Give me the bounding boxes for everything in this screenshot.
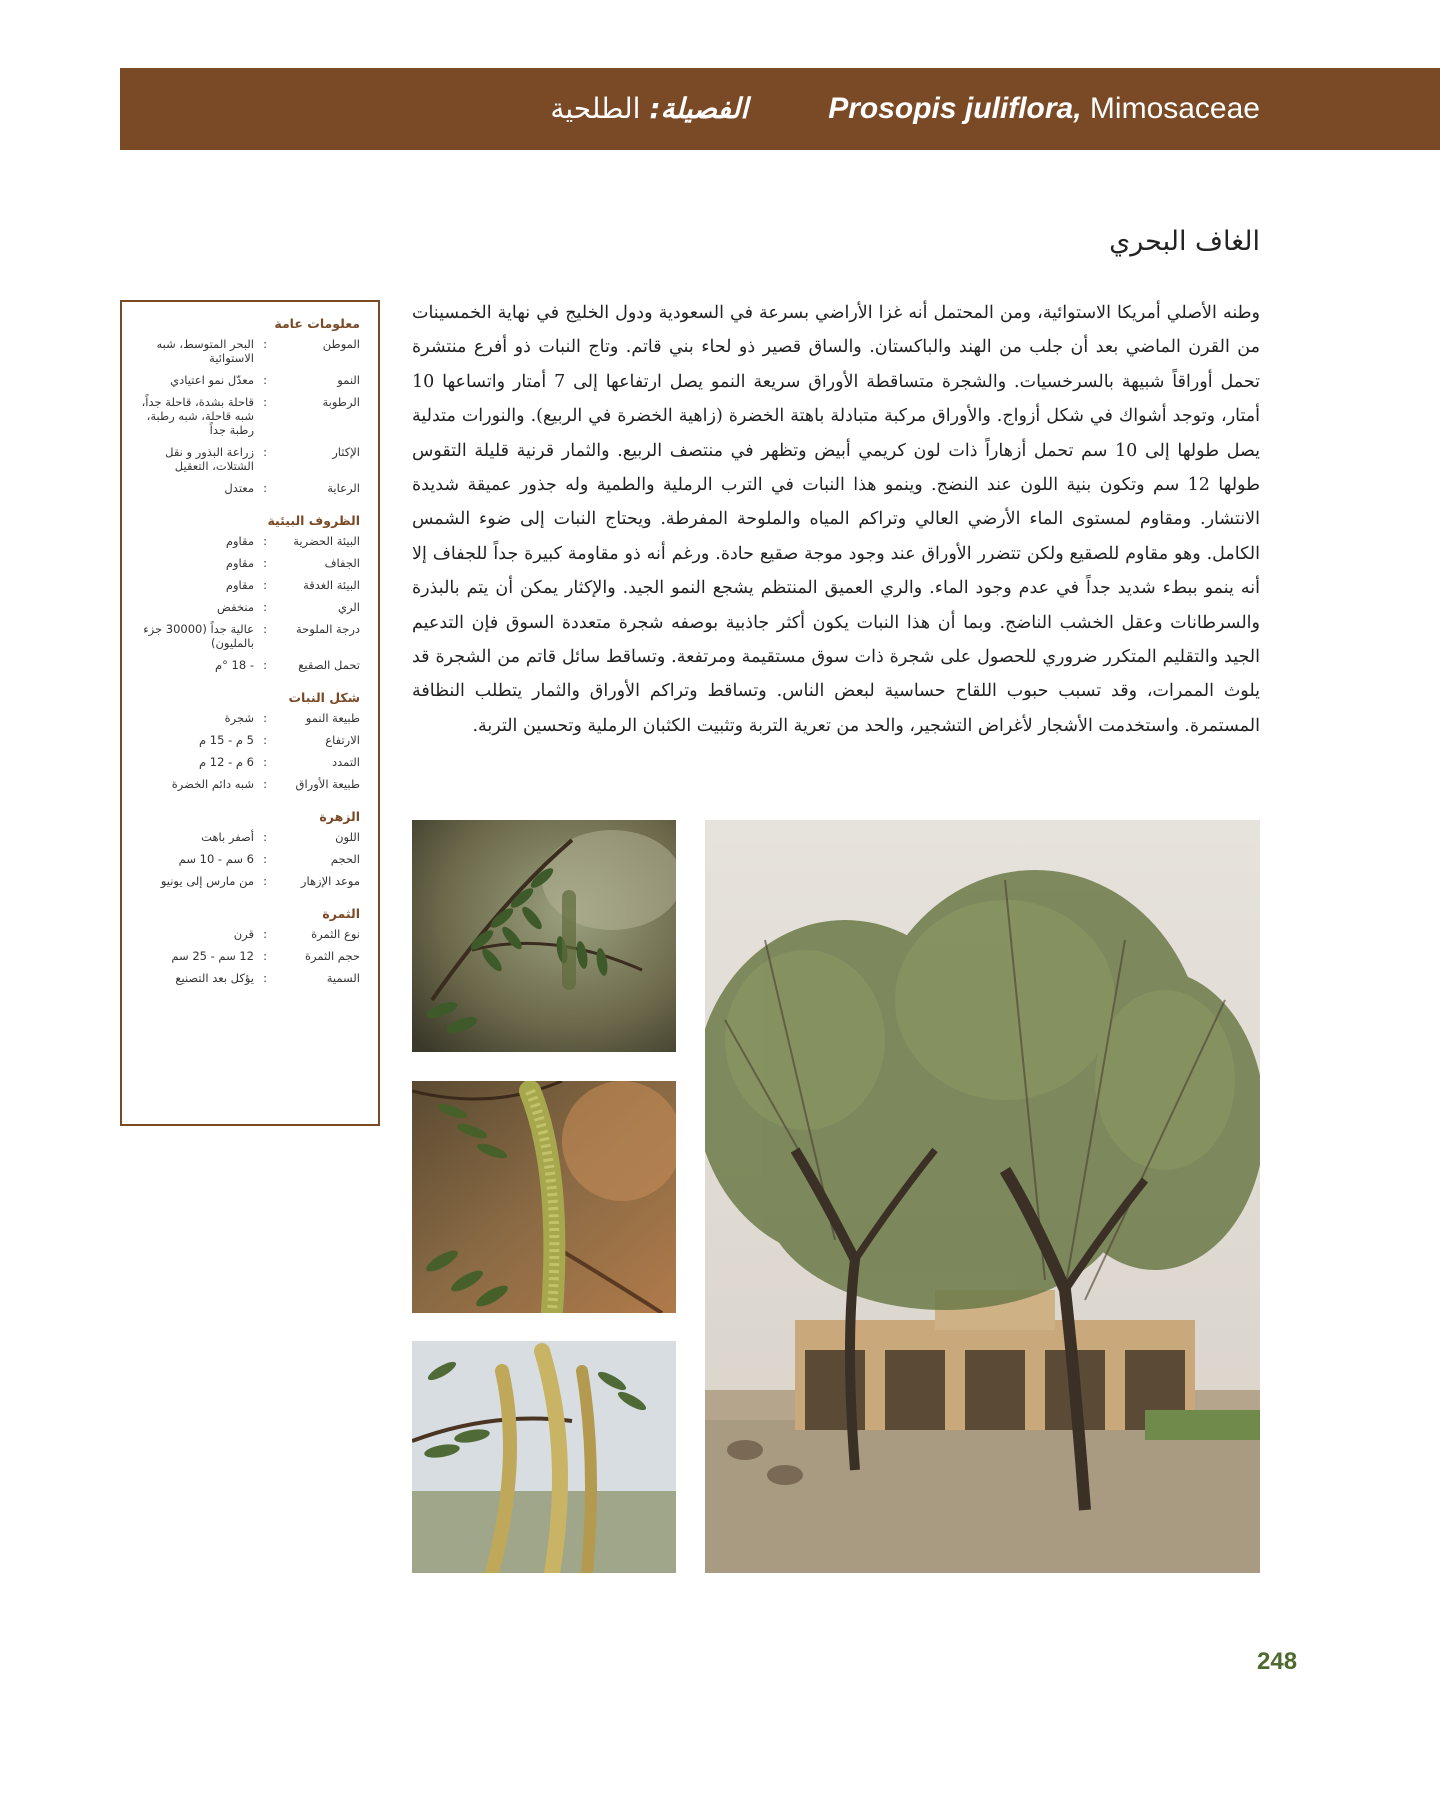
info-value: شبه دائم الخضرة — [171, 777, 254, 791]
info-section-plant-form — [140, 690, 360, 791]
info-separator: : — [263, 949, 267, 963]
info-label: الموطن — [322, 337, 360, 351]
info-value: البحر المتوسط، شبه الاستوائية — [156, 337, 254, 365]
info-row — [140, 874, 360, 888]
info-label: التمدد — [332, 755, 360, 769]
info-value: مقاوم — [225, 578, 254, 592]
info-value: منخفض — [217, 600, 254, 614]
info-box — [120, 300, 380, 1126]
seed-pods-photo — [412, 1341, 676, 1573]
info-section-title: شكل النبات — [288, 690, 360, 705]
info-value: أصفر باهت — [201, 830, 254, 844]
species-name: Prosopis juliflora, — [828, 92, 1082, 125]
info-row — [140, 949, 360, 963]
info-label: الجفاف — [324, 556, 360, 570]
info-value: قاحلة بشدة، قاحلة جداً، شبه قاحلة، شبه رطبة، رطبة جداً — [141, 395, 254, 437]
info-value: 6 م - 12 م — [199, 755, 254, 769]
info-separator: : — [263, 658, 267, 672]
leaves-photo — [412, 820, 676, 1052]
info-separator: : — [263, 481, 267, 495]
info-row — [140, 927, 360, 941]
info-value: من مارس إلى يونيو — [160, 874, 254, 888]
info-row — [140, 830, 360, 844]
header-latin-name — [828, 68, 1260, 150]
info-row — [140, 395, 360, 437]
info-row — [140, 481, 360, 495]
info-label: البيئة الغدقة — [303, 578, 360, 592]
info-row — [140, 658, 360, 672]
description-text: وطنه الأصلي أمريكا الاستوائية، ومن المحتمل أنه غزا الأراضي بسرعة في السعودية ودول الخليج في نهاية الخمسينات من القرن الماضي بعد أن جلب من الهند والباكستان. والساق قصير ذو لحاء بني قاتم. وتاج النبات ذو أفرع منتشرة تحمل أوراقاً شبيهة بالسرخسيات. والشجرة متساقطة الأوراق سريعة النمو يصل ارتفاعها إلى 7 أمتار واتساعها 10 أمتار، وتوجد أشواك في شكل أزواج. والأوراق مركبة متبادلة باهتة الخضرة (زاهية الخضرة في الربيع). والنورات متدلية يصل طولها إلى 10 سم تحمل أزهاراً ذات لون كريمي أبيض وتظهر في منتصف الربيع. والثمار قرنية قليلة التقوس طولها 12 سم وتكون بنية اللون عند النضج. وينمو هذا النبات في الترب الرملية والطمية وله جذور عميقة شديدة الانتشار. ومقاوم لمستوى الماء الأرضي العالي وتراكم المياه والملوحة المفرطة. ويحتاج النبات إلى ضوء الشمس الكامل. وهو مقاوم للصقيع ولكن تتضرر الأوراق عند وجود موجة صقيع حادة. ورغم أنه ذو مقاومة كبيرة جداً للجفاف إلا أنه ينمو ببطء شديد جداً في عدم وجود الماء. والري العميق المنتظم يشجع النمو الجيد. والإكثار يمكن أن يتم بالبذرة والسرطانات وعقل الخشب الناضج. وبما أن هذا النبات يكون أكثر جاذبية بوصفه شجرة متعددة السوق فإن التدعيم الجيد والتقليم المتكرر ضروري للحصول على شجرة ذات سوق مستقيمة ومرتفعة. وتساقط سائل قاتم من الشجرة قد يلوث الممرات، وقد تسبب حبوب اللقاح حساسية لبعض الناس. وتساقط وتراكم الأوراق والثمار يتطلب النظافة المستمرة. واستخدمت الأشجار لأغراض التشجير، والحد من تعرية التربة وتثبيت الكثبان الرملية وتحسين التربة. — [412, 303, 1261, 736]
info-separator: : — [263, 874, 267, 888]
info-label: طبيعة النمو — [305, 711, 360, 725]
info-row — [140, 445, 360, 473]
info-separator: : — [263, 852, 267, 866]
info-label: الارتفاع — [325, 733, 360, 747]
info-value: 5 م - 15 م — [199, 733, 254, 747]
info-section-environment — [140, 513, 360, 672]
info-value: عالية جداً (30000 جزء بالمليون) — [143, 622, 254, 650]
header-band — [120, 68, 1440, 150]
info-value: زراعة البذور و نقل الشتلات، التعقيل — [165, 445, 254, 473]
page-title: الغاف البحري — [1109, 226, 1260, 257]
info-value: - 18 °م — [215, 658, 254, 672]
info-label: السمية — [326, 971, 360, 985]
info-label: الإكثار — [332, 445, 360, 459]
info-row — [140, 556, 360, 570]
info-label: اللون — [335, 830, 360, 844]
info-row — [140, 711, 360, 725]
info-section-title: الثمرة — [322, 906, 360, 921]
info-separator: : — [263, 445, 267, 459]
info-label: نوع الثمرة — [311, 927, 360, 941]
info-row — [140, 373, 360, 387]
header-arabic-family — [550, 68, 748, 150]
info-label: الحجم — [330, 852, 360, 866]
info-row — [140, 971, 360, 985]
info-section-title: الظروف البيئية — [267, 513, 360, 528]
info-section-general — [140, 316, 360, 495]
info-section-title: معلومات عامة — [274, 316, 360, 331]
info-row — [140, 622, 360, 650]
info-separator: : — [263, 777, 267, 791]
info-separator: : — [263, 755, 267, 769]
info-value: شجرة — [224, 711, 254, 725]
info-row — [140, 852, 360, 866]
info-separator: : — [263, 578, 267, 592]
info-label: حجم الثمرة — [304, 949, 360, 963]
flower-spike-photo — [412, 1081, 676, 1313]
info-row — [140, 777, 360, 791]
info-label: الرعاية — [327, 481, 360, 495]
info-value: 12 سم - 25 سم — [171, 949, 254, 963]
info-separator: : — [263, 373, 267, 387]
info-separator: : — [263, 927, 267, 941]
info-value: معدّل نمو اعتيادي — [170, 373, 254, 387]
info-section-title: الزهرة — [319, 809, 360, 824]
family-label-ar: الفصيلة: — [649, 92, 748, 125]
info-separator: : — [263, 337, 267, 351]
info-section-fruit — [140, 906, 360, 985]
info-separator: : — [263, 711, 267, 725]
info-row — [140, 337, 360, 365]
info-separator: : — [263, 534, 267, 548]
info-label: طبيعة الأوراق — [295, 777, 360, 791]
info-label: البيئة الحضرية — [293, 534, 360, 548]
info-value: يؤكل بعد التصنيع — [175, 971, 254, 985]
info-label: الري — [337, 600, 360, 614]
info-separator: : — [263, 556, 267, 570]
info-row — [140, 578, 360, 592]
info-label: الرطوبة — [322, 395, 360, 409]
info-label: درجة الملوحة — [296, 622, 360, 636]
info-separator: : — [263, 600, 267, 614]
info-row — [140, 755, 360, 769]
info-value: مقاوم — [225, 534, 254, 548]
info-row — [140, 600, 360, 614]
info-value: قرن — [233, 927, 254, 941]
info-separator: : — [263, 395, 267, 409]
info-separator: : — [263, 733, 267, 747]
info-section-flower — [140, 809, 360, 888]
info-separator: : — [263, 830, 267, 844]
info-label: النمو — [337, 373, 360, 387]
info-label: تحمل الصقيع — [298, 658, 360, 672]
info-label: موعد الإزهار — [300, 874, 360, 888]
page-number: 248 — [1257, 1648, 1298, 1675]
info-row — [140, 733, 360, 747]
info-value: 6 سم - 10 سم — [178, 852, 254, 866]
tree-photo — [705, 820, 1260, 1573]
info-separator: : — [263, 622, 267, 636]
info-separator: : — [263, 971, 267, 985]
info-value: معتدل — [224, 481, 254, 495]
info-row — [140, 534, 360, 548]
info-value: مقاوم — [225, 556, 254, 570]
family-ar: الطلحية — [550, 92, 641, 125]
family-latin: Mimosaceae — [1089, 92, 1260, 125]
